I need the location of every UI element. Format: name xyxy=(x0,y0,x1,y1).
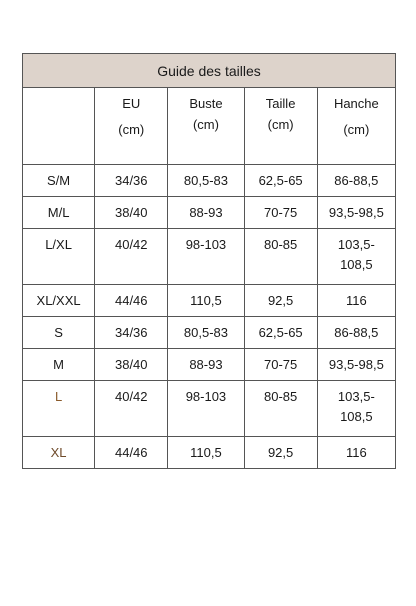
taille-cell: 62,5-65 xyxy=(244,165,317,197)
taille-cell: 92,5 xyxy=(244,285,317,317)
size-cell: M xyxy=(23,349,95,381)
header-hanche xyxy=(317,88,395,165)
table-row xyxy=(23,165,396,197)
taille-cell: 70-75 xyxy=(244,197,317,229)
hanche-value-line1: 103,5- xyxy=(337,237,375,252)
header-eu-unit: (cm) xyxy=(118,122,145,137)
hanche-cell: 116 xyxy=(317,437,395,469)
header-buste-label: Buste xyxy=(189,96,223,111)
table-row xyxy=(23,285,396,317)
header-buste-unit: (cm) xyxy=(192,117,219,132)
buste-cell: 80,5-83 xyxy=(168,165,244,197)
hanche-value-line2: 108,5 xyxy=(340,257,373,272)
header-hanche-label: Hanche xyxy=(333,96,379,111)
hanche-cell: 116 xyxy=(317,285,395,317)
taille-cell: 80-85 xyxy=(244,229,317,285)
header-hanche-unit: (cm) xyxy=(343,122,370,137)
eu-cell: 34/36 xyxy=(95,165,168,197)
size-cell: L/XL xyxy=(23,229,95,285)
size-cell: S xyxy=(23,317,95,349)
header-taille xyxy=(244,88,317,165)
table-row xyxy=(23,229,396,285)
eu-cell: 38/40 xyxy=(95,197,168,229)
size-guide-container xyxy=(22,53,396,469)
eu-cell: 38/40 xyxy=(95,349,168,381)
eu-cell: 34/36 xyxy=(95,317,168,349)
header-taille-unit: (cm) xyxy=(267,117,294,132)
buste-cell: 88-93 xyxy=(168,349,244,381)
buste-cell: 110,5 xyxy=(168,285,244,317)
table-title: Guide des tailles xyxy=(23,54,396,88)
eu-cell: 44/46 xyxy=(95,437,168,469)
buste-cell: 88-93 xyxy=(168,197,244,229)
taille-cell: 92,5 xyxy=(244,437,317,469)
buste-cell: 98-103 xyxy=(168,229,244,285)
header-eu-label: EU xyxy=(122,96,141,111)
buste-cell: 98-103 xyxy=(168,381,244,437)
size-guide-table xyxy=(22,53,396,469)
header-eu xyxy=(95,88,168,165)
hanche-cell xyxy=(317,229,395,285)
size-cell: XL/XXL xyxy=(23,285,95,317)
table-row xyxy=(23,317,396,349)
buste-cell: 80,5-83 xyxy=(168,317,244,349)
taille-cell: 80-85 xyxy=(244,381,317,437)
hanche-cell: 86-88,5 xyxy=(317,165,395,197)
table-row xyxy=(23,197,396,229)
header-size xyxy=(23,88,95,165)
eu-cell: 40/42 xyxy=(95,381,168,437)
eu-cell: 44/46 xyxy=(95,285,168,317)
buste-cell: 110,5 xyxy=(168,437,244,469)
header-buste xyxy=(168,88,244,165)
header-taille-label: Taille xyxy=(265,96,296,111)
hanche-value-line2: 108,5 xyxy=(340,409,373,424)
size-cell: S/M xyxy=(23,165,95,197)
hanche-cell: 86-88,5 xyxy=(317,317,395,349)
hanche-cell: 93,5-98,5 xyxy=(317,197,395,229)
hanche-cell xyxy=(317,381,395,437)
hanche-cell: 93,5-98,5 xyxy=(317,349,395,381)
size-cell: XL xyxy=(23,437,95,469)
header-row xyxy=(23,88,396,165)
size-cell: M/L xyxy=(23,197,95,229)
taille-cell: 70-75 xyxy=(244,349,317,381)
table-row xyxy=(23,381,396,437)
size-cell: L xyxy=(23,381,95,437)
table-row xyxy=(23,437,396,469)
taille-cell: 62,5-65 xyxy=(244,317,317,349)
eu-cell: 40/42 xyxy=(95,229,168,285)
table-row xyxy=(23,349,396,381)
hanche-value-line1: 103,5- xyxy=(337,389,375,404)
